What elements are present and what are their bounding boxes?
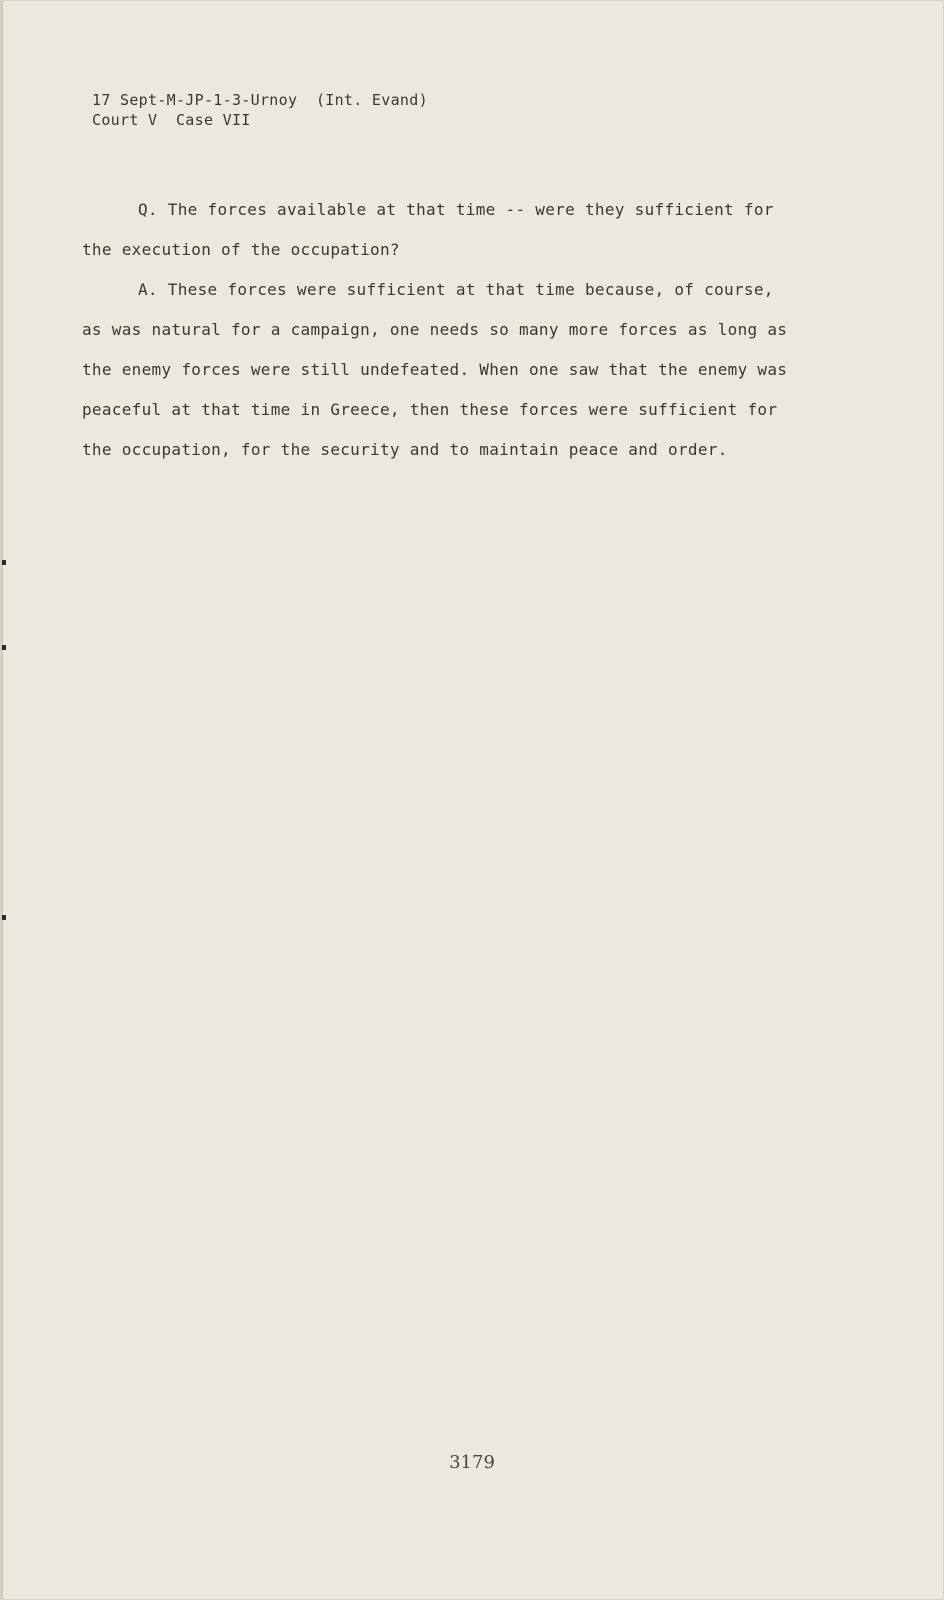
header-session-line: 17 Sept-M-JP-1-3-Urnoy (Int. Evand) (92, 91, 428, 109)
transcript-body (82, 190, 802, 470)
answer-paragraph: A. These forces were sufficient at that time because, of course, as was natural for a campaign, one needs so many more forces as long as the enemy forces were still undefeated. When one saw that the enemy was peaceful at that time in Greece, then these forces were sufficient for the occupation, for the security and to maintain peace and order. (82, 280, 788, 459)
document-header (92, 90, 428, 130)
binding-mark (2, 915, 6, 920)
question-paragraph: Q. The forces available at that time -- were they sufficient for the execution of the occupation? (82, 200, 774, 259)
header-court-case-line: Court V Case VII (92, 111, 251, 129)
binding-mark (2, 645, 6, 650)
binding-mark (2, 560, 6, 565)
page-number: 3179 (449, 1452, 495, 1473)
